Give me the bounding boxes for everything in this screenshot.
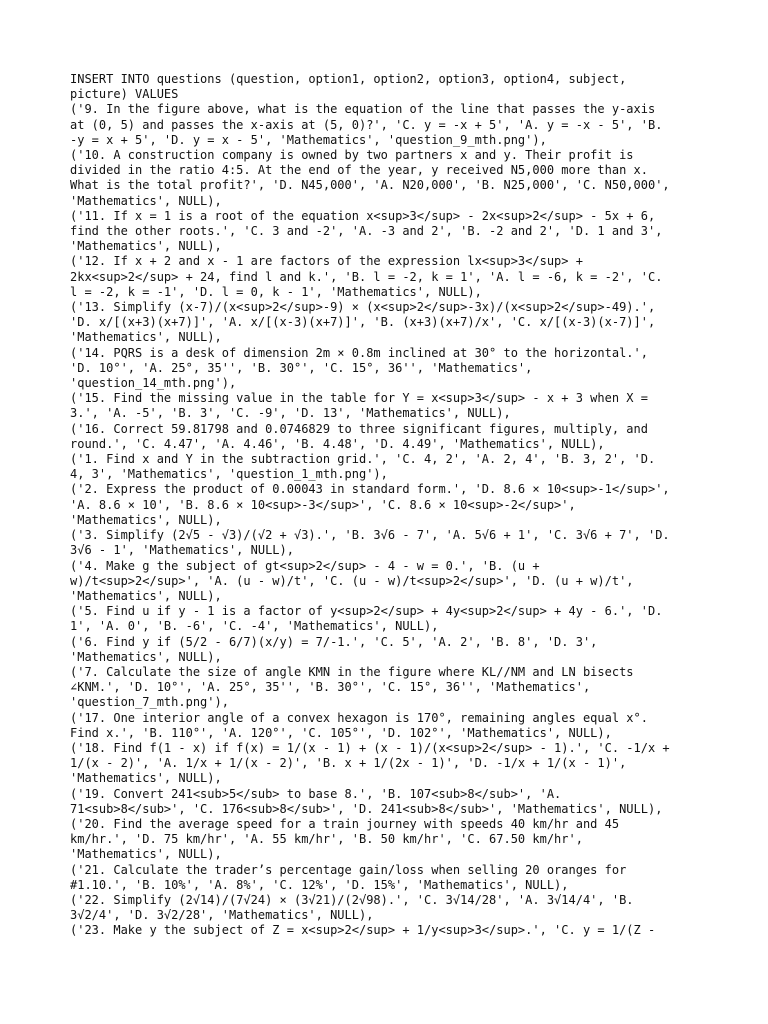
code-line: round.', 'C. 4.47', 'A. 4.46', 'B. 4.48', 'D. 4.49', 'Mathematics', NULL), — [70, 436, 605, 451]
code-line: 3.', 'A. -5', 'B. 3', 'C. -9', 'D. 13', 'Mathematics', NULL), — [70, 406, 511, 421]
code-line: What is the total profit?', 'D. N45,000', 'A. N20,000', 'B. N25,000', 'C. N50,000', — [70, 178, 670, 193]
code-line: -y = x + 5', 'D. y = x - 5', 'Mathematics', 'question_9_mth.png'), — [70, 132, 547, 147]
code-line: 'Mathematics', NULL), — [70, 588, 222, 603]
code-line: ('12. If x + 2 and x - 1 are factors of the expression lx<sup>3</sup> + — [70, 254, 583, 269]
code-line: ('15. Find the missing value in the table for Y = x<sup>3</sup> - x + 3 when X = — [70, 391, 648, 406]
code-line: 'Mathematics', NULL), — [70, 847, 222, 862]
code-line: ('1. Find x and Y in the subtraction grid.', 'C. 4, 2', 'A. 2, 4', 'B. 3, 2', 'D. — [70, 452, 656, 467]
code-line: ('13. Simplify (x-7)/(x<sup>2</sup>-9) × (x<sup>2</sup>-3x)/(x<sup>2</sup>-49).', — [70, 300, 656, 315]
code-line: ('6. Find y if (5/2 - 6/7)(x/y) = 7/-1.', 'C. 5', 'A. 2', 'B. 8', 'D. 3', — [70, 634, 598, 649]
code-line: ('21. Calculate the trader’s percentage gain/loss when selling 20 oranges for — [70, 862, 627, 877]
code-line: ('18. Find f(1 - x) if f(x) = 1/(x - 1) + (x - 1)/(x<sup>2</sup> - 1).', 'C. -1/x + — [70, 740, 670, 755]
code-line: picture) VALUES — [70, 87, 179, 102]
code-line: ('10. A construction company is owned by two partners x and y. Their profit is — [70, 148, 634, 163]
code-line: Find x.', 'B. 110°', 'A. 120°', 'C. 105°', 'D. 102°', 'Mathematics', NULL), — [70, 725, 612, 740]
code-line: ('17. One interior angle of a convex hexagon is 170°, remaining angles equal x°. — [70, 710, 648, 725]
code-line: 'question_7_mth.png'), — [70, 695, 229, 710]
code-line: ('22. Simplify (2√14)/(7√24) × (3√21)/(2√98).', 'C. 3√14/28', 'A. 3√14/4', 'B. — [70, 892, 634, 907]
code-line: 'question_14_mth.png'), — [70, 376, 237, 391]
code-line: 'A. 8.6 × 10', 'B. 8.6 × 10<sup>-3</sup>', 'C. 8.6 × 10<sup>-2</sup>', — [70, 497, 576, 512]
code-line: ('19. Convert 241<sub>5</sub> to base 8.', 'B. 107<sub>8</sub>', 'A. — [70, 786, 562, 801]
code-line: ('5. Find u if y - 1 is a factor of y<sup>2</sup> + 4y<sup>2</sup> + 4y - 6.', 'D. — [70, 604, 663, 619]
code-line: l = -2, k = -1', 'D. l = 0, k - 1', 'Mathematics', NULL), — [70, 284, 482, 299]
code-line: 'D. x/[(x+3)(x+7)]', 'A. x/[(x-3)(x+7)]', 'B. (x+3)(x+7)/x', 'C. x/[(x-3)(x-7)]', — [70, 315, 656, 330]
code-line: at (0, 5) and passes the x-axis at (5, 0)?', 'C. y = -x + 5', 'A. y = -x - 5', 'B. — [70, 117, 663, 132]
code-line: 'Mathematics', NULL), — [70, 239, 222, 254]
code-line: ('4. Make g the subject of gt<sup>2</sup> - 4 - w = 0.', 'B. (u + — [70, 558, 540, 573]
code-line: divided in the ratio 4:5. At the end of the year, y received N5,000 more than x. — [70, 163, 648, 178]
code-line: 'D. 10°', 'A. 25°, 35'', 'B. 30°', 'C. 15°, 36'', 'Mathematics', — [70, 360, 533, 375]
code-line: ('23. Make y the subject of Z = x<sup>2</sup> + 1/y<sup>3</sup>.', 'C. y = 1/(Z - — [70, 923, 656, 938]
code-line: 2kx<sup>2</sup> + 24, find l and k.', 'B. l = -2, k = 1', 'A. l = -6, k = -2', 'C. — [70, 269, 663, 284]
code-line: km/hr.', 'D. 75 km/hr', 'A. 55 km/hr', 'B. 50 km/hr', 'C. 67.50 km/hr', — [70, 832, 583, 847]
sql-document — [70, 72, 710, 939]
code-line: 'Mathematics', NULL), — [70, 649, 222, 664]
code-line: ('9. In the figure above, what is the equation of the line that passes the y-axis — [70, 102, 656, 117]
code-line: 1/(x - 2)', 'A. 1/x + 1/(x - 2)', 'B. x + 1/(2x - 1)', 'D. -1/x + 1/(x - 1)', — [70, 756, 627, 771]
code-line: 1', 'A. 0', 'B. -6', 'C. -4', 'Mathematics', NULL), — [70, 619, 439, 634]
code-line: ∠KNM.', 'D. 10°', 'A. 25°, 35'', 'B. 30°', 'C. 15°, 36'', 'Mathematics', — [70, 680, 591, 695]
code-line: ('2. Express the product of 0.00043 in standard form.', 'D. 8.6 × 10<sup>-1</sup>', — [70, 482, 670, 497]
code-line: 'Mathematics', NULL), — [70, 330, 222, 345]
code-line: ('16. Correct 59.81798 and 0.0746829 to three significant figures, multiply, and — [70, 421, 648, 436]
code-line: 3√6 - 1', 'Mathematics', NULL), — [70, 543, 294, 558]
code-line: INSERT INTO questions (question, option1, option2, option3, option4, subject, — [70, 72, 627, 86]
code-line: w)/t<sup>2</sup>', 'A. (u - w)/t', 'C. (u - w)/t<sup>2</sup>', 'D. (u + w)/t', — [70, 573, 634, 588]
code-line: #1.10.', 'B. 10%', 'A. 8%', 'C. 12%', 'D. 15%', 'Mathematics', NULL), — [70, 877, 569, 892]
code-line: 'Mathematics', NULL), — [70, 512, 222, 527]
code-line: 3√2/4', 'D. 3√2/28', 'Mathematics', NULL), — [70, 908, 374, 923]
code-line: 'Mathematics', NULL), — [70, 193, 222, 208]
code-line: 71<sub>8</sub>', 'C. 176<sub>8</sub>', 'D. 241<sub>8</sub>', 'Mathematics', NULL), — [70, 801, 663, 816]
code-line: ('7. Calculate the size of angle KMN in the figure where KL//NM and LN bisects — [70, 664, 634, 679]
code-line: find the other roots.', 'C. 3 and -2', 'A. -3 and 2', 'B. -2 and 2', 'D. 1 and 3', — [70, 224, 663, 239]
code-line: 'Mathematics', NULL), — [70, 771, 222, 786]
code-line: ('14. PQRS is a desk of dimension 2m × 0.8m inclined at 30° to the horizontal.', — [70, 345, 648, 360]
code-line: 4, 3', 'Mathematics', 'question_1_mth.png'), — [70, 467, 388, 482]
code-line: ('3. Simplify (2√5 - √3)/(√2 + √3).', 'B. 3√6 - 7', 'A. 5√6 + 1', 'C. 3√6 + 7', 'D. — [70, 528, 670, 543]
code-line: ('11. If x = 1 is a root of the equation x<sup>3</sup> - 2x<sup>2</sup> - 5x + 6, — [70, 208, 656, 223]
code-line: ('20. Find the average speed for a train journey with speeds 40 km/hr and 45 — [70, 816, 620, 831]
